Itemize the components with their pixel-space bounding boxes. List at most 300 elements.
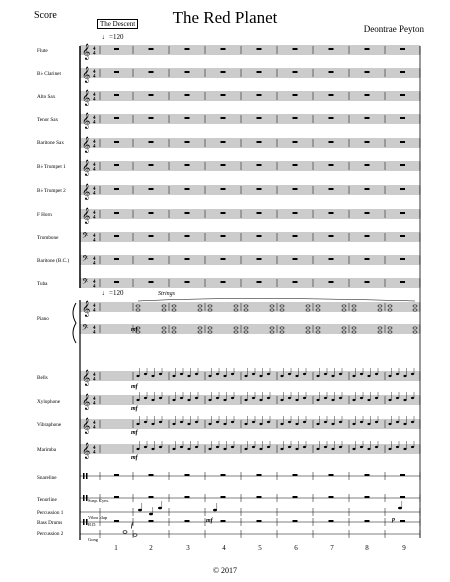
note-head xyxy=(411,421,414,423)
note-head xyxy=(144,373,147,375)
dynamic-p-perc1: p xyxy=(392,517,395,523)
percussion-clef-icon xyxy=(83,473,85,479)
note-head xyxy=(403,423,406,425)
note-head xyxy=(136,423,139,425)
whole-rest xyxy=(114,474,119,476)
time-signature: 4 xyxy=(93,304,96,309)
note-head xyxy=(208,448,211,450)
note-head xyxy=(144,421,147,423)
time-signature: 4 xyxy=(93,377,96,383)
clef-icon: 𝄢 xyxy=(82,324,89,335)
percussion-clef-icon xyxy=(83,495,85,501)
whole-rest xyxy=(149,520,154,522)
instrument-label: Bells xyxy=(37,375,48,381)
note-head xyxy=(159,397,162,399)
time-signature: 4 xyxy=(93,187,96,192)
clef-icon: 𝄞 xyxy=(82,208,91,224)
note-head xyxy=(216,373,219,375)
piano-brace xyxy=(73,303,76,343)
whole-rest xyxy=(400,281,405,283)
note-head xyxy=(375,397,378,399)
note-head xyxy=(172,375,175,377)
whole-rest xyxy=(293,235,298,237)
time-signature: 4 xyxy=(93,163,96,168)
whole-rest xyxy=(365,281,370,283)
whole-rest xyxy=(329,281,334,283)
whole-rest xyxy=(329,188,334,190)
whole-rest xyxy=(365,496,370,498)
time-signature: 4 xyxy=(93,421,96,426)
whole-rest xyxy=(293,141,298,143)
note-head xyxy=(288,373,291,375)
instrument-label: Snareline xyxy=(37,475,57,481)
susp-cym-label: Susp. Cym. xyxy=(88,498,109,503)
whole-rest xyxy=(365,48,370,50)
note-head xyxy=(151,423,154,425)
note-head xyxy=(244,448,247,450)
note-head xyxy=(151,399,154,401)
note-head xyxy=(324,421,327,423)
note-head xyxy=(324,397,327,399)
whole-rest xyxy=(114,48,119,50)
note-head xyxy=(223,423,226,425)
measure-number: 7 xyxy=(330,544,334,552)
note-head xyxy=(252,446,255,448)
note-head xyxy=(231,373,234,375)
note-head xyxy=(375,373,378,375)
whole-rest xyxy=(400,71,405,73)
whole-rest xyxy=(257,235,262,237)
note-head xyxy=(187,448,190,450)
instrument-label: B♭ Trumpet 2 xyxy=(37,188,66,194)
clef-icon: 𝄞 xyxy=(82,394,91,410)
rehearsal-mark: The Descent xyxy=(97,19,138,29)
time-signature: 4 xyxy=(93,144,96,150)
whole-rest xyxy=(400,496,405,498)
whole-rest xyxy=(221,141,226,143)
note-head xyxy=(303,421,306,423)
note-head xyxy=(288,446,291,448)
time-signature: 4 xyxy=(93,215,96,221)
whole-rest xyxy=(400,117,405,119)
note-head xyxy=(352,423,355,425)
whole-rest xyxy=(329,71,334,73)
whole-rest xyxy=(185,94,190,96)
note-head xyxy=(159,421,162,423)
whole-rest xyxy=(114,164,119,166)
instrument-label: B♭ Trumpet 1 xyxy=(37,164,66,170)
whole-rest xyxy=(329,235,334,237)
note-head xyxy=(280,375,283,377)
tempo-marking: ♩=120 xyxy=(102,33,124,41)
clef-icon: 𝄞 xyxy=(82,370,91,386)
dynamic-f-perc1: f xyxy=(131,523,133,529)
whole-rest xyxy=(257,258,262,260)
whole-rest xyxy=(221,258,226,260)
note-head xyxy=(123,531,127,534)
whole-rest xyxy=(400,474,405,476)
note-head xyxy=(231,397,234,399)
whole-rest xyxy=(185,188,190,190)
note-head xyxy=(339,397,342,399)
instrument-label: Marimba xyxy=(37,447,57,453)
whole-rest xyxy=(329,141,334,143)
whole-rest xyxy=(257,71,262,73)
instrument-label: F Horn xyxy=(37,212,52,218)
whole-rest xyxy=(149,235,154,237)
instrument-label: B♭ Clarinet xyxy=(37,71,61,77)
note-head xyxy=(187,423,190,425)
note-head xyxy=(259,375,262,377)
dynamic-mf-vibraphone: mf xyxy=(131,430,138,436)
note-head xyxy=(403,399,406,401)
time-signature: 4 xyxy=(93,450,96,456)
whole-rest xyxy=(149,48,154,50)
phrase-slur xyxy=(138,299,415,302)
whole-rest xyxy=(365,212,370,214)
note-head xyxy=(288,421,291,423)
clef-icon: 𝄞 xyxy=(82,113,91,129)
note-head xyxy=(216,421,219,423)
dynamic-mf-marimba: mf xyxy=(131,455,138,461)
whole-rest xyxy=(185,235,190,237)
time-signature: 4 xyxy=(93,234,96,239)
whole-rest xyxy=(257,474,262,476)
note-head xyxy=(367,375,370,377)
whole-rest xyxy=(365,94,370,96)
measure-number: 3 xyxy=(186,544,190,552)
time-signature: 4 xyxy=(93,116,96,121)
instrument-label: Flute xyxy=(37,48,48,54)
note-head xyxy=(295,399,298,401)
note-head xyxy=(375,446,378,448)
clef-icon: 𝄞 xyxy=(82,137,91,153)
note-head xyxy=(295,448,298,450)
whole-rest xyxy=(185,71,190,73)
note-head xyxy=(144,446,147,448)
whole-rest xyxy=(257,212,262,214)
note-head xyxy=(180,421,183,423)
whole-rest xyxy=(400,520,405,522)
score-label: Score xyxy=(34,10,57,21)
note-head xyxy=(367,448,370,450)
note-head xyxy=(195,373,198,375)
whole-rest xyxy=(400,258,405,260)
whole-rest xyxy=(221,48,226,50)
whole-rest xyxy=(185,258,190,260)
whole-rest xyxy=(329,48,334,50)
note-head xyxy=(259,399,262,401)
whole-rest xyxy=(114,94,119,96)
whole-rest xyxy=(293,164,298,166)
whole-rest xyxy=(400,235,405,237)
whole-rest xyxy=(221,235,226,237)
whole-rest xyxy=(293,71,298,73)
note-head xyxy=(252,397,255,399)
note-head xyxy=(396,397,399,399)
note-head xyxy=(324,373,327,375)
tempo-marking-piano: ♩=120 xyxy=(102,289,124,297)
whole-rest xyxy=(149,258,154,260)
percussion-clef-icon xyxy=(86,519,88,525)
measure-number: 4 xyxy=(222,544,226,552)
note-head xyxy=(180,446,183,448)
clef-icon: 𝄞 xyxy=(82,301,91,317)
whole-rest xyxy=(329,258,334,260)
note-head xyxy=(180,397,183,399)
instrument-label: Percussion 2 xyxy=(37,531,64,537)
instrument-label: Baritone Sax xyxy=(37,140,64,146)
whole-rest xyxy=(149,281,154,283)
percussion-clef-icon xyxy=(86,473,88,479)
whole-rest xyxy=(114,281,119,283)
note-head xyxy=(411,373,414,375)
time-signature: 4 xyxy=(93,167,96,173)
note-head xyxy=(223,448,226,450)
note-head xyxy=(352,399,355,401)
dynamic-mf-bells: mf xyxy=(131,384,138,390)
whole-rest xyxy=(365,71,370,73)
note-head xyxy=(360,397,363,399)
note-head xyxy=(396,421,399,423)
note-head xyxy=(339,421,342,423)
note-head xyxy=(267,397,270,399)
instrument-label: Baritone (B.C.) xyxy=(37,258,70,264)
whole-rest xyxy=(185,474,190,476)
time-signature: 4 xyxy=(93,257,96,262)
note-head xyxy=(280,448,283,450)
note-head xyxy=(216,446,219,448)
whole-rest xyxy=(365,141,370,143)
clef-icon: 𝄞 xyxy=(82,160,91,176)
whole-rest xyxy=(185,520,190,522)
note-head xyxy=(149,513,153,516)
note-head xyxy=(216,397,219,399)
note-head xyxy=(396,446,399,448)
whole-rest xyxy=(185,496,190,498)
whole-rest xyxy=(114,188,119,190)
whole-rest xyxy=(365,520,370,522)
clef-icon: 𝄞 xyxy=(82,67,91,83)
whole-rest xyxy=(114,117,119,119)
whole-rest xyxy=(185,164,190,166)
measure-number: 8 xyxy=(365,544,369,552)
instrument-label: Tenorline xyxy=(37,497,57,503)
whole-rest xyxy=(221,281,226,283)
gong-label: Gong xyxy=(88,537,98,542)
time-signature: 4 xyxy=(93,47,96,52)
note-head xyxy=(267,421,270,423)
note-head xyxy=(388,399,391,401)
time-signature: 4 xyxy=(93,284,96,290)
whole-rest xyxy=(114,496,119,498)
whole-rest xyxy=(221,117,226,119)
note-head xyxy=(375,421,378,423)
time-signature: 4 xyxy=(93,330,96,336)
whole-rest xyxy=(257,141,262,143)
whole-rest xyxy=(293,496,298,498)
note-head xyxy=(138,509,142,512)
note-head xyxy=(295,375,298,377)
instrument-label: Percussion 1 xyxy=(37,510,64,516)
whole-rest xyxy=(257,48,262,50)
whole-rest xyxy=(365,474,370,476)
note-head xyxy=(316,423,319,425)
whole-rest xyxy=(221,164,226,166)
note-head xyxy=(244,423,247,425)
whole-rest xyxy=(149,141,154,143)
whole-rest xyxy=(293,188,298,190)
note-head xyxy=(303,446,306,448)
vibra-slap-label: Vibra Slap xyxy=(88,515,108,520)
time-signature: 4 xyxy=(93,93,96,98)
note-head xyxy=(411,446,414,448)
page-title: The Red Planet xyxy=(172,8,278,27)
clef-icon: 𝄢 xyxy=(82,278,89,289)
instrument-label: Trombone xyxy=(37,235,59,241)
whole-rest xyxy=(293,212,298,214)
note-head xyxy=(259,423,262,425)
note-head xyxy=(367,399,370,401)
whole-rest xyxy=(149,212,154,214)
time-signature: 4 xyxy=(93,70,96,75)
whole-rest xyxy=(293,281,298,283)
whole-rest xyxy=(257,94,262,96)
note-head xyxy=(172,423,175,425)
note-head xyxy=(195,421,198,423)
whole-rest xyxy=(221,474,226,476)
note-head xyxy=(388,448,391,450)
whole-rest xyxy=(221,71,226,73)
note-head xyxy=(151,375,154,377)
whole-rest xyxy=(257,188,262,190)
whole-rest xyxy=(293,94,298,96)
note-head xyxy=(396,373,399,375)
whole-rest xyxy=(257,496,262,498)
clef-icon: 𝄢 xyxy=(82,255,89,266)
whole-rest xyxy=(365,117,370,119)
note-head xyxy=(331,399,334,401)
note-head xyxy=(144,397,147,399)
note-head xyxy=(331,375,334,377)
note-head xyxy=(398,507,402,510)
whole-rest xyxy=(365,188,370,190)
whole-rest xyxy=(185,212,190,214)
note-head xyxy=(244,399,247,401)
whole-rest xyxy=(257,281,262,283)
whole-rest xyxy=(400,94,405,96)
whole-rest xyxy=(329,164,334,166)
percussion-clef-icon xyxy=(83,519,85,525)
note-head xyxy=(244,375,247,377)
note-head xyxy=(231,421,234,423)
time-signature: 4 xyxy=(93,280,96,285)
note-head xyxy=(259,448,262,450)
time-signature: 4 xyxy=(93,51,96,57)
clef-icon: 𝄞 xyxy=(82,443,91,459)
time-signature: 4 xyxy=(93,401,96,407)
note-head xyxy=(352,375,355,377)
composer-name: Deontrae Peyton xyxy=(363,24,424,34)
clef-icon: 𝄞 xyxy=(82,418,91,434)
note-head xyxy=(213,509,217,512)
note-head xyxy=(324,446,327,448)
time-signature: 4 xyxy=(93,373,96,378)
time-signature: 4 xyxy=(93,308,96,314)
time-signature: 4 xyxy=(93,140,96,145)
whole-rest xyxy=(114,212,119,214)
time-signature: 4 xyxy=(93,425,96,431)
whole-rest xyxy=(293,258,298,260)
note-head xyxy=(280,423,283,425)
note-head xyxy=(208,423,211,425)
measure-number: 5 xyxy=(258,544,262,552)
measure-number: 1 xyxy=(114,544,118,552)
note-head xyxy=(267,373,270,375)
bd-label: B.D. xyxy=(88,522,97,527)
percussion-clef-icon xyxy=(86,495,88,501)
note-head xyxy=(231,446,234,448)
whole-rest xyxy=(185,117,190,119)
note-head xyxy=(158,507,162,510)
note-head xyxy=(331,423,334,425)
note-head xyxy=(339,373,342,375)
time-signature: 4 xyxy=(93,191,96,197)
time-signature: 4 xyxy=(93,97,96,103)
measure-number: 2 xyxy=(149,544,153,552)
time-signature: 4 xyxy=(93,120,96,126)
note-head xyxy=(360,446,363,448)
dynamic-mf-piano: mf xyxy=(131,327,138,333)
whole-rest xyxy=(293,474,298,476)
instrument-label: Tenor Sax xyxy=(37,117,59,123)
whole-rest xyxy=(185,48,190,50)
note-head xyxy=(267,446,270,448)
note-head xyxy=(288,397,291,399)
instrument-label: Tuba xyxy=(37,281,48,287)
note-head xyxy=(280,399,283,401)
whole-rest xyxy=(149,94,154,96)
time-signature: 4 xyxy=(93,326,96,331)
note-head xyxy=(252,373,255,375)
time-signature: 4 xyxy=(93,261,96,267)
whole-rest xyxy=(400,164,405,166)
whole-rest xyxy=(293,117,298,119)
whole-rest xyxy=(329,496,334,498)
whole-rest xyxy=(149,188,154,190)
note-head xyxy=(151,448,154,450)
dynamic-mf-perc1: mf xyxy=(206,518,213,524)
note-head xyxy=(316,448,319,450)
instrument-label: Xylophone xyxy=(37,399,61,405)
whole-rest xyxy=(149,164,154,166)
strings-marking: Strings xyxy=(158,291,176,297)
whole-rest xyxy=(293,48,298,50)
note-head xyxy=(180,373,183,375)
note-head xyxy=(195,446,198,448)
whole-rest xyxy=(257,164,262,166)
note-head xyxy=(172,399,175,401)
note-head xyxy=(208,399,211,401)
instrument-label: Bass Drums xyxy=(37,520,63,526)
note-head xyxy=(187,399,190,401)
whole-rest xyxy=(221,94,226,96)
note-head xyxy=(388,423,391,425)
whole-rest xyxy=(365,258,370,260)
note-head xyxy=(187,375,190,377)
whole-rest xyxy=(114,235,119,237)
note-head xyxy=(403,448,406,450)
